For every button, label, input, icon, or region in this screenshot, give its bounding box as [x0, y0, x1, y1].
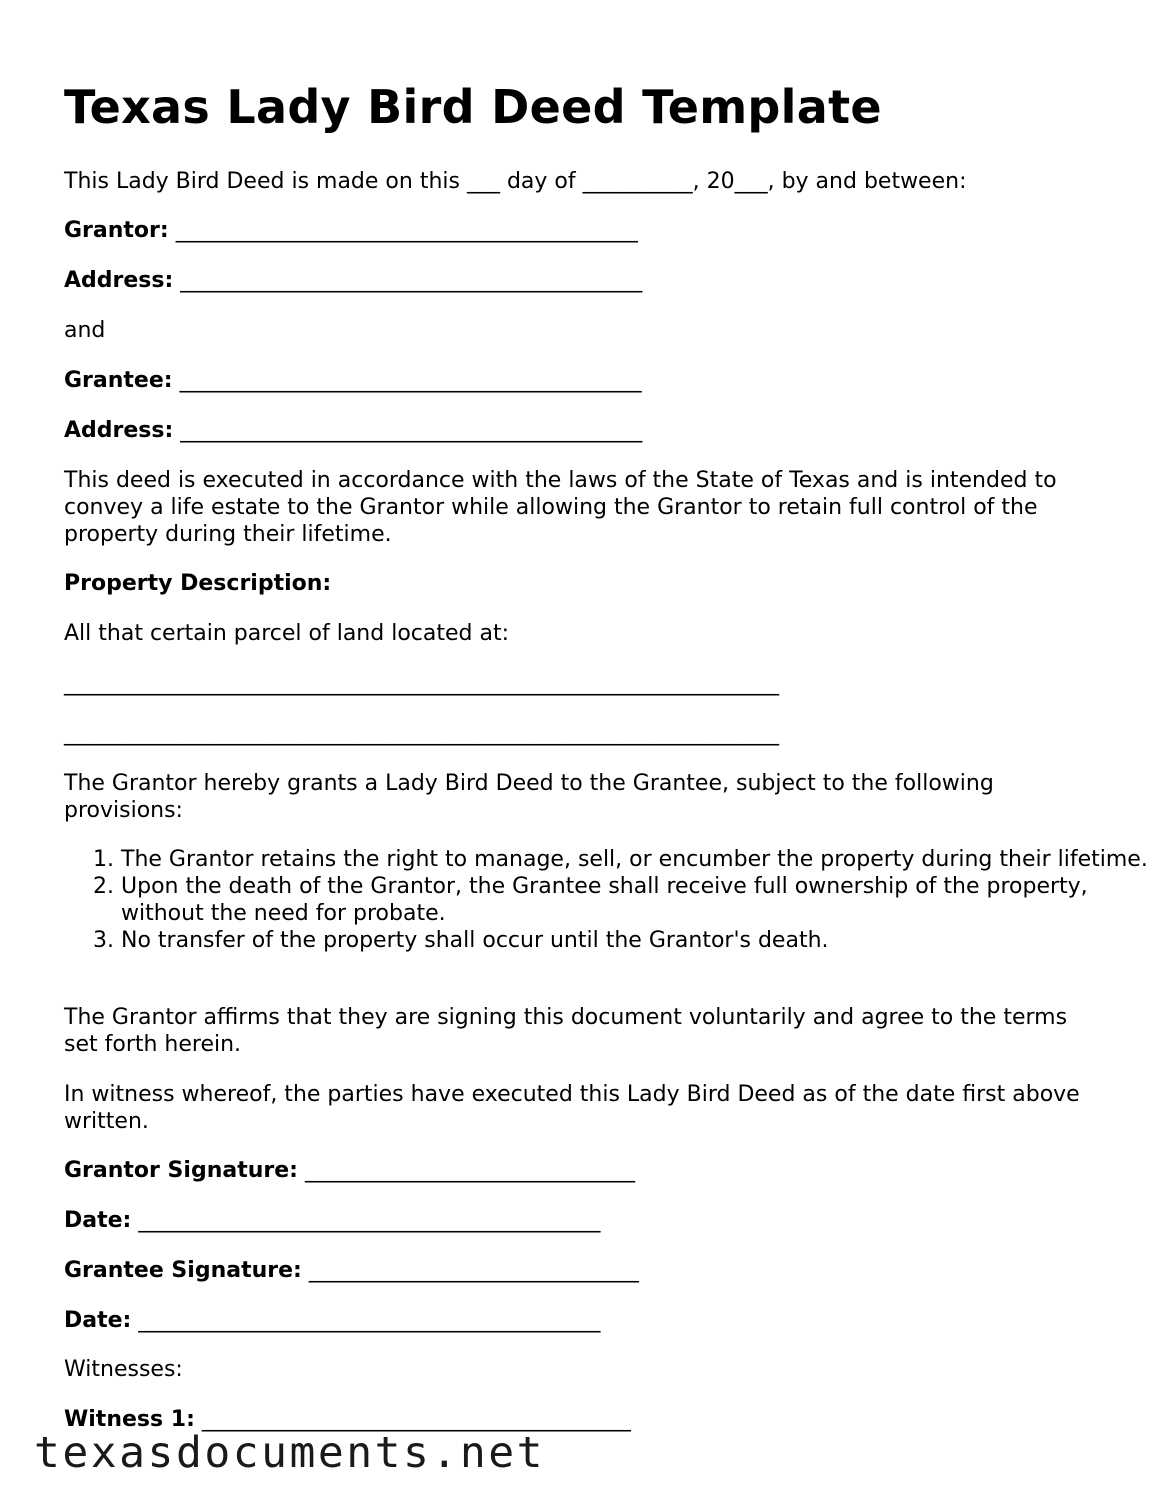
grantee-blank: __________________________________________ — [179, 368, 642, 393]
witnesses-label: Witnesses: — [64, 1357, 183, 1382]
site-watermark: texasdocuments.net — [34, 1428, 545, 1478]
grantor-date-field — [64, 1207, 600, 1234]
parcel-blank-line-2: _________________________________________________________________ — [64, 721, 779, 746]
parcel-text: All that certain parcel of land located at: — [64, 621, 509, 646]
intro-line: This Lady Bird Deed is made on this ___ day of __________, 20___, by and between: — [64, 169, 967, 194]
grantor-address-label: Address: — [64, 268, 174, 293]
affirms-paragraph: The Grantor affirms that they are signing this document voluntarily and agree to the terms set forth herein. — [64, 1005, 1068, 1057]
grantee-address-blank: __________________________________________ — [180, 418, 643, 443]
grantee-signature-field — [64, 1257, 639, 1284]
grantee-date-field — [64, 1307, 600, 1334]
grantee-signature-label: Grantee Signature: — [64, 1258, 302, 1283]
grantor-signature-blank: ______________________________ — [304, 1158, 635, 1183]
and-text: and — [64, 318, 106, 343]
grantee-date-label: Date: — [64, 1308, 132, 1333]
document-title: Texas Lady Bird Deed Template — [64, 80, 882, 134]
grantee-field — [64, 367, 642, 394]
grantee-address-label: Address: — [64, 418, 174, 443]
grantee-date-blank: __________________________________________ — [138, 1308, 601, 1333]
witness-1-label: Witness 1: — [64, 1407, 195, 1432]
grants-paragraph: The Grantor hereby grants a Lady Bird Deed to the Grantee, subject to the following provisions: — [64, 771, 994, 823]
witness-whereof-paragraph: In witness whereof, the parties have executed this Lady Bird Deed as of the date first above written. — [64, 1082, 1080, 1134]
laws-paragraph: This deed is executed in accordance with the laws of the State of Texas and is intended to convey a life estate to the Grantor while allowing the Grantor to retain full control of the property during their lifetime. — [64, 468, 1057, 547]
provision-item: 3. No transfer of the property shall occur until the Grantor's death. — [121, 927, 1161, 954]
grantee-address-field — [64, 417, 642, 444]
grantor-signature-label: Grantor Signature: — [64, 1158, 298, 1183]
provision-item: 1. The Grantor retains the right to manage, sell, or encumber the property during their lifetime. — [121, 846, 1161, 873]
provisions-list — [64, 846, 1161, 954]
grantor-date-blank: __________________________________________ — [138, 1208, 601, 1233]
property-description-heading: Property Description: — [64, 571, 332, 596]
provision-item: 2. Upon the death of the Grantor, the Grantee shall receive full ownership of the property, without the need for probate. — [121, 873, 1161, 927]
parcel-blank-line-1: _________________________________________________________________ — [64, 671, 779, 696]
witness-1-blank: _______________________________________ — [201, 1407, 631, 1432]
grantee-label: Grantee: — [64, 368, 173, 393]
grantor-address-field — [64, 267, 642, 294]
grantor-label: Grantor: — [64, 218, 169, 243]
grantee-signature-blank: ______________________________ — [308, 1258, 639, 1283]
grantor-field — [64, 217, 638, 244]
grantor-date-label: Date: — [64, 1208, 132, 1233]
grantor-signature-field — [64, 1157, 635, 1184]
grantor-address-blank: __________________________________________ — [180, 268, 643, 293]
grantor-blank: __________________________________________ — [175, 218, 638, 243]
